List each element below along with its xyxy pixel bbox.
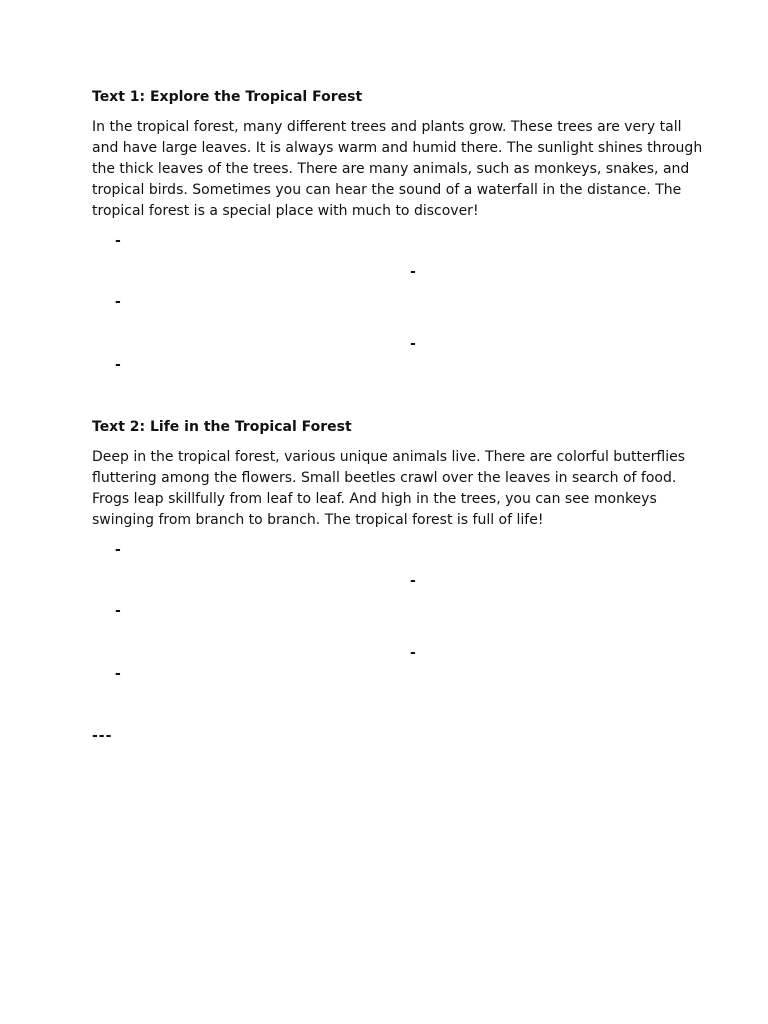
section-2-dash-5: - [115, 666, 121, 682]
section-1-dash-4: - [410, 336, 416, 352]
paragraph-line: Deep in the tropical forest, various unique animals live. There are colorful butterflies [92, 449, 686, 465]
paragraph-line: Frogs leap skillfully from leaf to leaf. And high in the trees, you can see monkeys [92, 491, 657, 507]
section-2-heading: Text 2: Life in the Tropical Forest [92, 419, 352, 435]
section-1-dash-5: - [115, 357, 121, 373]
paragraph-line: and have large leaves. It is always warm and humid there. The sunlight shines through [92, 140, 703, 156]
paragraph-line: fluttering among the flowers. Small beetles crawl over the leaves in search of food. [92, 470, 677, 486]
section-1-heading: Text 1: Explore the Tropical Forest [92, 89, 363, 105]
section-2-dash-2: - [410, 573, 416, 589]
section-2-dash-4: - [410, 645, 416, 661]
paragraph-line: the thick leaves of the trees. There are many animals, such as monkeys, snakes, and [92, 161, 690, 177]
paragraph-line: tropical birds. Sometimes you can hear the sound of a waterfall in the distance. The [92, 182, 682, 198]
section-1-dash-1: - [115, 233, 121, 249]
section-2-dash-1: - [115, 542, 121, 558]
section-1-dash-3: - [115, 294, 121, 310]
paragraph-line: swinging from branch to branch. The tropical forest is full of life! [92, 512, 544, 528]
section-1-paragraph [92, 117, 703, 222]
horizontal-separator: --- [92, 728, 113, 744]
section-1-dash-2: - [410, 264, 416, 280]
paragraph-line: tropical forest is a special place with much to discover! [92, 203, 479, 219]
section-2-dash-3: - [115, 603, 121, 619]
paragraph-line: In the tropical forest, many different trees and plants grow. These trees are very tall [92, 119, 682, 135]
section-2-paragraph [92, 447, 684, 531]
